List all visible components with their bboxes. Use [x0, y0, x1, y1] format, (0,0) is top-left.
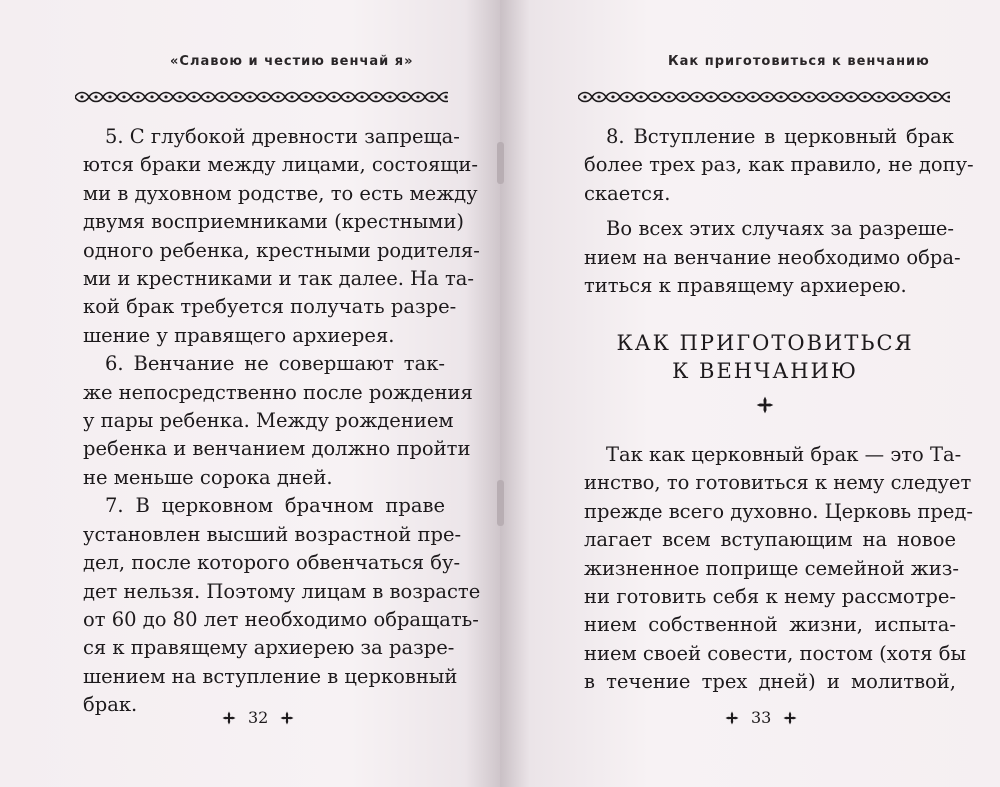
cross-fleury-icon: [725, 711, 739, 725]
text-line: ребенка и венчанием должно пройти: [83, 437, 471, 461]
text-line: прежде всего духовно. Церковь пред-: [584, 499, 973, 523]
folio-left: [222, 708, 294, 727]
paragraph-5: [83, 123, 480, 350]
running-header-right: Как приготовиться к венчанию: [668, 54, 930, 69]
text-line: более трех раз, как правило, не допу-: [584, 153, 974, 177]
text-line: дет нельзя. Поэтому лицам в возрасте: [83, 579, 481, 603]
cross-fleury-icon: [783, 711, 797, 725]
ornamental-rule-right: [578, 90, 950, 104]
text-line: ми в духовном родстве, то есть между: [83, 181, 478, 205]
text-line: 7. В церковном брачном праве: [105, 494, 445, 518]
chapter-title-line: К ВЕНЧАНИЮ: [672, 359, 858, 383]
text-line: дел, после которого обвенчаться бу-: [83, 551, 461, 575]
text-line: Во всех этих случаях за разреше-: [606, 217, 954, 241]
cross-fleury-icon: [222, 711, 236, 725]
binding-stitch: [497, 142, 504, 184]
text-line: скается.: [584, 181, 671, 205]
ornamental-rule-left: [75, 90, 448, 104]
paragraph-8: [584, 123, 974, 208]
text-line: шение у правящего архиерея.: [83, 323, 395, 347]
text-line: от 60 до 80 лет необходимо обращать-: [83, 607, 479, 631]
text-line: жизненное поприще семейной жиз-: [584, 556, 959, 580]
text-line: нием собственной жизни, испыта-: [584, 613, 956, 637]
text-line: инство, то готовиться к нему следует: [584, 471, 972, 495]
text-line: ся к правящему архиерею за разре-: [83, 636, 455, 660]
text-line: Так как церковный брак — это Та-: [606, 443, 962, 466]
text-line: одного ребенка, крестными родителя-: [83, 238, 480, 262]
paragraph-cases: [584, 215, 961, 300]
text-line: шением на вступление в церковный: [83, 664, 458, 688]
chapter-title-line: КАК ПРИГОТОВИТЬСЯ: [616, 331, 914, 355]
cross-fleury-icon: [756, 396, 774, 414]
text-line: ются браки между лицами, состоящи-: [83, 153, 478, 177]
text-line: брак.: [83, 693, 138, 717]
cross-fleury-icon: [280, 711, 294, 725]
chapter-title: [574, 329, 956, 385]
text-line: в течение трех дней) и молитвой,: [584, 670, 956, 694]
right-body-text: [584, 123, 974, 300]
text-line: ми и крестниками и так далее. На та-: [83, 267, 474, 291]
text-line: не меньше сорока дней.: [83, 465, 333, 489]
text-line: 5. С глубокой древности запреща-: [105, 125, 460, 148]
text-line: ни готовить себя к нему рассмотре-: [584, 585, 956, 609]
page-number: 32: [248, 708, 269, 727]
paragraph-6: [83, 350, 473, 492]
text-line: титься к правящему архиерею.: [584, 274, 907, 298]
page-number: 33: [751, 708, 772, 727]
text-line: двумя восприемниками (крестными): [83, 210, 464, 234]
text-line: нием своей совести, постом (хотя бы: [584, 641, 967, 665]
text-line: кой брак требуется получать разре-: [83, 295, 457, 319]
right-page: [500, 0, 1000, 787]
running-header-left: «Славою и честию венчай я»: [170, 54, 414, 69]
text-line: у пары ребенка. Между рождением: [83, 409, 454, 433]
text-line: же непосредственно после рождения: [83, 380, 473, 404]
paragraph-7: [83, 492, 481, 719]
text-line: 6. Венчание не совершают так-: [105, 352, 445, 376]
text-line: нием на венчание необходимо обра-: [584, 245, 961, 269]
chapter-paragraph: [584, 441, 973, 697]
folio-right: [725, 708, 797, 727]
text-line: установлен высший возрастной пре-: [83, 522, 462, 546]
binding-stitch: [497, 480, 504, 526]
left-body-text: [83, 123, 481, 720]
text-line: лагает всем вступающим на новое: [584, 528, 956, 552]
text-line: 8. Вступление в церковный брак: [606, 125, 954, 148]
